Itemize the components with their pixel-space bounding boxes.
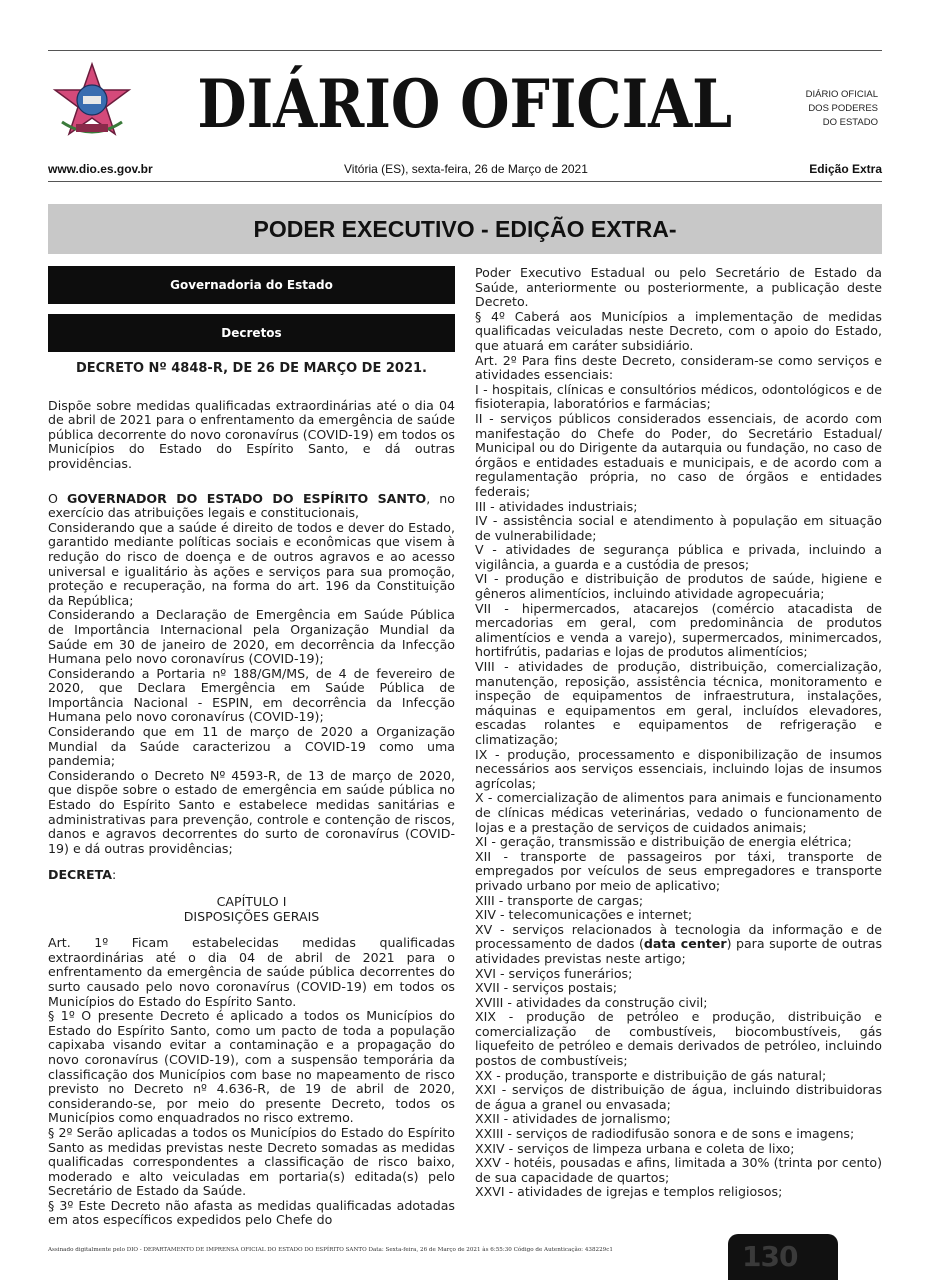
decreta-heading: DECRETA:: [48, 867, 117, 883]
decree-title: DECRETO Nº 4848-R, DE 26 DE MARÇO DE 2021.: [75, 361, 428, 376]
considerando-paragraph: Considerando que em 11 de março de 2020 a Organização Mundial da Saúde caracterizou a COVID-19 como uma pandemia;: [48, 724, 455, 769]
dateline-bar: [48, 160, 882, 180]
list-item: VIII - atividades de produção, distribuição, comercialização, manutenção, reposição, assistência técnica, monitoramento e inspeção de equipamentos de infraestrutura, instalações, máquinas e equipamentos em geral, incluídos elevadores, escadas rolantes e equipamentos de refrigeração e climatização;: [475, 659, 882, 747]
list-item: IV - assistência social e atendimento à população em situação de vulnerabilidade;: [475, 513, 882, 543]
list-item: XIV - telecomunicações e internet;: [475, 907, 693, 923]
list-item: VII - hipermercados, atacarejos (comércio atacadista de mercadorias em geral, com predominância de produtos alimentícios e venda a varejo), supermercados, minimercados, hortifrútis, padarias e lojas de produtos alimentícios;: [475, 600, 882, 660]
section-bar-governadoria: Governadoria do Estado: [48, 266, 455, 304]
list-item: I - hospitais, clínicas e consultórios médicos, odontológicos e de fisioterapia, laboratórios e farmácias;: [475, 381, 882, 412]
masthead-bottom-rule: [48, 181, 882, 182]
list-item: XI - geração, transmissão e distribuição de energia elétrica;: [475, 834, 852, 850]
list-item: VI - produção e distribuição de produtos de saúde, higiene e gêneros alimentícios, incluindo atividade agropecuária;: [475, 571, 882, 602]
masthead-side-text: [768, 88, 878, 130]
considerando-paragraph: Considerando a Declaração de Emergência em Saúde Pública de Importância Internacional pela Organização Mundial da Saúde em 30 de janeiro de 2020, em decorrência da Infecção Humana pelo novo coronavírus (COVID-19);: [48, 607, 455, 667]
list-item: XXII - atividades de jornalismo;: [475, 1111, 671, 1127]
article-paragraph: § 2º Serão aplicadas a todos os Municípios do Estado do Espírito Santo as medidas previstas neste Decreto somadas as medidas qualificadas correspondentes a classificação de risco baixo, moderado e alto veiculadas em portaria(s) editada(s) pelo Secretário de Estado da Saúde.: [48, 1124, 455, 1199]
list-item: XXIV - serviços de limpeza urbana e coleta de lixo;: [475, 1140, 795, 1156]
list-item: XII - transporte de passageiros por táxi, transporte de empregados por veículos de seus empregadores e transporte privado urbano por meio de aplicativo;: [475, 848, 882, 893]
essential-services-list: [475, 967, 882, 1201]
considerando-paragraph: Considerando que a saúde é direito de todos e dever do Estado, garantido mediante políticas sociais e econômicas que visem à redução do risco de doença e de outros agravos e ao acesso universal e igualitário às ações e serviços para sua promoção, proteção e recuperação, na forma do art. 196 da Constituição da República;: [48, 519, 455, 608]
chapter-subheading: DISPOSIÇÕES GERAIS: [183, 908, 320, 924]
list-item: XVII - serviços postais;: [475, 980, 618, 996]
list-item: XXVI - atividades de igrejas e templos religiosos;: [475, 1184, 783, 1200]
considerando-paragraph: Considerando a Portaria nº 188/GM/MS, de 4 de fevereiro de 2020, que Declara Emergência em Saúde Pública de Importância Nacional - ESPIN, em decorrência da Infecção Humana pelo novo coronavírus (COVID-19);: [48, 665, 455, 725]
governor-title: GOVERNADOR DO ESTADO DO ESPÍRITO SANTO: [66, 490, 427, 506]
list-item: XIII - transporte de cargas;: [475, 892, 644, 908]
article-paragraph: § 4º Caberá aos Municípios a implementação de medidas qualificadas veiculadas neste Decreto, com o apoio do Estado, que atuará em caráter subsidiário.: [475, 308, 882, 353]
list-item: XXIII - serviços de radiodifusão sonora e de sons e imagens;: [475, 1126, 855, 1142]
list-item: V - atividades de segurança pública e privada, incluindo a vigilância, a guarda e a custódia de presos;: [475, 542, 882, 572]
continuation-paragraph: Poder Executivo Estadual ou pelo Secretário de Estado da Saúde, anteriormente ou posteriormente, a publicação deste Decreto.: [475, 265, 882, 310]
anniversary-number: 130: [742, 1240, 798, 1273]
article-paragraph: § 3º Este Decreto não afasta as medidas qualificadas adotadas em atos específicos expedidos pelo Chefe do: [48, 1197, 455, 1228]
list-item: XV - serviços relacionados à tecnologia da informação e de processamento de dados (data center) para suporte de outras atividades previstas neste artigo;: [475, 921, 883, 966]
list-item: X - comercialização de alimentos para animais e funcionamento de clínicas médicas veterinárias, vedado o funcionamento de lojas e a prestação de serviços de cuidados animais;: [475, 790, 882, 835]
list-item: IX - produção, processamento e disponibilização de insumos necessários aos serviços essenciais, incluindo lojas de insumos agrícolas;: [475, 746, 882, 791]
article-paragraph: Art. 1º Ficam estabelecidas medidas qualificadas extraordinárias até o dia 04 de abril de 2021 para o enfrentamento da emergência de saúde pública decorrentes do surto causado pelo novo coronavírus (COVID-19) em todos os Municípios do Estado do Espírito Santo.: [48, 935, 455, 1009]
decree-summary: Dispõe sobre medidas qualificadas extraordinárias até o dia 04 de abril de 2021 para o enfrentamento da emergência de saúde pública decorrente do novo coronavírus (COVID-19) em todos os Municípios do Estado do Espírito Santo, e dá outras providências.: [48, 397, 455, 471]
list-item: II - serviços públicos considerados essenciais, de acordo com manifestação do Chefe do Poder, do Secretário Estadual/ Municipal ou do Dirigente da autarquia ou fundação, no caso de órgãos e entidades estaduais e municipais, e de acordo com a regulamentação própria, no caso de órgãos e entidades federais;: [475, 410, 882, 499]
article-paragraph: Art. 2º Para fins deste Decreto, consideram-se como serviços e atividades essenciais:: [475, 352, 882, 383]
list-item: III - atividades industriais;: [475, 498, 638, 514]
list-item: XXV - hotéis, pousadas e afins, limitada a 30% (trinta por cento) de sua capacidade de quartos;: [475, 1155, 882, 1185]
list-item: XVI - serviços funerários;: [475, 965, 633, 981]
newspaper-title: DIÁRIO OFICIAL: [197, 65, 733, 143]
list-item: XX - produção, transporte e distribuição de gás natural;: [475, 1067, 827, 1083]
masthead-side-line: DOS PODERES: [808, 103, 878, 114]
masthead-side-line: DIÁRIO OFICIAL: [805, 89, 878, 100]
edition-label: Edição Extra: [809, 162, 882, 176]
data-center-term: data center: [643, 936, 727, 952]
list-item: XIX - produção de petróleo e produção, distribuição e comercialização de combustíveis, biocombustíveis, gás liquefeito de petróleo e demais derivados de petróleo, incluindo postos de combustíveis;: [475, 1009, 882, 1069]
list-item: XXI - serviços de distribuição de água, incluindo distribuidoras de água a granel ou envasada;: [475, 1082, 882, 1112]
section-bar-decretos: Decretos: [48, 314, 455, 352]
governor-preamble: O GOVERNADOR DO ESTADO DO ESPÍRITO SANTO, no exercício das atribuições legais e constitucionais,: [48, 490, 455, 521]
site-url[interactable]: www.dio.es.gov.br: [48, 162, 153, 176]
list-item: XVIII - atividades da construção civil;: [475, 994, 708, 1010]
masthead-top-rule: [48, 50, 882, 51]
right-column: [475, 266, 882, 1200]
section-banner: PODER EXECUTIVO - EDIÇÃO EXTRA-: [48, 204, 882, 254]
anniversary-badge: [728, 1234, 838, 1280]
essential-services-list: [475, 383, 882, 923]
chapter-heading: CAPÍTULO I: [216, 894, 287, 909]
masthead-side-line: DO ESTADO: [822, 117, 878, 128]
left-column: [48, 266, 455, 1228]
article-paragraph: § 1º O presente Decreto é aplicado a todos os Municípios do Estado do Espírito Santo, como um pacto de toda a população capixaba visando evitar a contaminação e a propagação do novo coronavírus (COVID-19), com a suspensão temporária da classificação dos Municípios com base no mapeamento de risco previsto no Decreto nº 4.636-R, de 19 de abril de 2020, considerando-se, por meio do presente Decreto, todos os Municípios como enquadrados no risco extremo.: [48, 1008, 455, 1126]
digital-signature-footer: Assinado digitalmente pelo DIO - DEPARTAMENTO DE IMPRENSA OFICIAL DO ESTADO DO ESPÍRITO SANTO Data: Sexta-feira, 26 de Março de 2021 às 6:55:30 Código de Autenticação: 438229c1: [48, 1247, 613, 1253]
issue-date: Vitória (ES), sexta-feira, 26 de Março de 2021: [344, 162, 588, 176]
considerando-paragraph: Considerando o Decreto Nº 4593-R, de 13 de março de 2020, que dispõe sobre o estado de emergência em saúde pública no Estado do Espírito Santo e estabelece medidas sanitárias e administrativas para prevenção, controle e contenção de riscos, danos e agravos decorrentes do surto de coronavírus (COVID-19) e dá outras providências;: [48, 767, 455, 856]
